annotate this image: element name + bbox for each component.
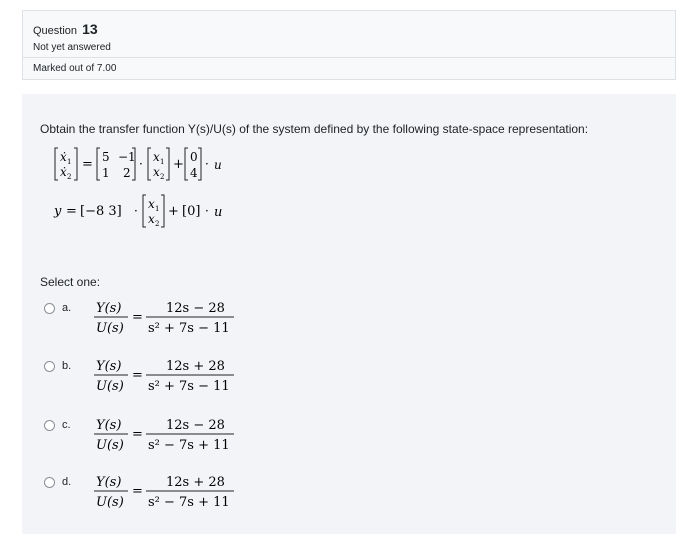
output-equation: [52, 191, 312, 231]
x1: x: [148, 197, 155, 211]
option-formula: [94, 354, 294, 398]
a-12: −1: [118, 150, 136, 164]
question-marks: Marked out of 7.00: [33, 63, 117, 74]
dot-operator: ·: [205, 204, 209, 218]
lhs-denominator: U(s): [96, 321, 124, 336]
x1-sub: 1: [155, 205, 160, 213]
answer-option-a[interactable]: [40, 300, 300, 340]
output-y: y: [54, 204, 62, 219]
equals-sign: =: [132, 310, 143, 325]
option-letter: a.: [62, 302, 72, 314]
x2: x: [153, 165, 160, 179]
a-21: 1: [102, 166, 110, 180]
radio-button-d[interactable]: [44, 477, 55, 488]
rhs-denominator: s² + 7s − 11: [148, 321, 230, 336]
equals-sign: =: [66, 204, 77, 219]
lhs-denominator: U(s): [96, 379, 124, 394]
radio-button-b[interactable]: [44, 361, 55, 372]
lhs-denominator: U(s): [96, 438, 124, 453]
lhs-denominator: U(s): [96, 495, 124, 510]
question-heading: [33, 21, 98, 37]
rhs-denominator: s² − 7s + 11: [148, 438, 230, 453]
lhs-numerator: Y(s): [96, 418, 122, 433]
lhs-numerator: Y(s): [96, 475, 122, 490]
x1-dot-sub: 1: [67, 158, 72, 166]
b-2: 4: [190, 166, 198, 180]
x2-dot-sub: 2: [67, 173, 72, 181]
question-info-panel: [22, 10, 676, 80]
x1-dot: ẋ: [60, 150, 67, 164]
x1-sub: 1: [160, 158, 165, 166]
select-one-label: Select one:: [40, 275, 101, 289]
b-1: 0: [190, 150, 198, 164]
rhs-numerator: 12s + 28: [166, 359, 225, 374]
state-equation: [52, 144, 352, 184]
answer-option-c[interactable]: [40, 417, 300, 457]
equals-sign: =: [132, 484, 143, 499]
rhs-numerator: 12s + 28: [166, 475, 225, 490]
question-prompt: Obtain the transfer function Y(s)/U(s) of the system defined by the following state-space representation:: [40, 122, 589, 136]
a-22: 2: [123, 166, 131, 180]
radio-button-a[interactable]: [44, 303, 55, 314]
option-letter: b.: [62, 360, 72, 372]
answer-option-b[interactable]: [40, 358, 300, 398]
option-formula: [94, 470, 294, 514]
divider: [23, 57, 675, 58]
option-formula: [94, 413, 294, 457]
input-u: u: [214, 205, 223, 220]
x2-sub: 2: [160, 173, 165, 181]
question-content-panel: [22, 94, 676, 534]
lhs-numerator: Y(s): [96, 359, 122, 374]
lhs-numerator: Y(s): [96, 301, 122, 316]
option-letter: c.: [62, 419, 71, 431]
question-state: Not yet answered: [33, 42, 111, 53]
answer-option-d[interactable]: [40, 474, 300, 514]
dot-operator: ·: [205, 157, 209, 171]
dot-operator: ·: [134, 204, 138, 218]
question-number: 13: [82, 21, 98, 37]
rhs-denominator: s² − 7s + 11: [148, 495, 230, 510]
input-u: u: [214, 158, 222, 172]
plus-sign: +: [173, 157, 184, 172]
a-11: 5: [102, 150, 110, 164]
d-matrix: [0]: [182, 204, 201, 219]
c-matrix: [−8 3]: [80, 204, 122, 219]
question-label: Question: [33, 25, 78, 37]
option-letter: d.: [62, 476, 72, 488]
equals-sign: =: [82, 157, 93, 172]
x2-sub: 2: [155, 220, 160, 228]
x2-dot: ẋ: [60, 165, 67, 179]
x2: x: [148, 212, 155, 226]
radio-button-c[interactable]: [44, 420, 55, 431]
dot-operator: ·: [139, 157, 143, 171]
rhs-denominator: s² + 7s − 11: [148, 379, 230, 394]
option-formula: [94, 296, 294, 340]
equals-sign: =: [132, 368, 143, 383]
x1: x: [153, 150, 160, 164]
plus-sign: +: [168, 204, 179, 219]
rhs-numerator: 12s − 28: [166, 301, 225, 316]
equals-sign: =: [132, 427, 143, 442]
rhs-numerator: 12s − 28: [166, 418, 225, 433]
